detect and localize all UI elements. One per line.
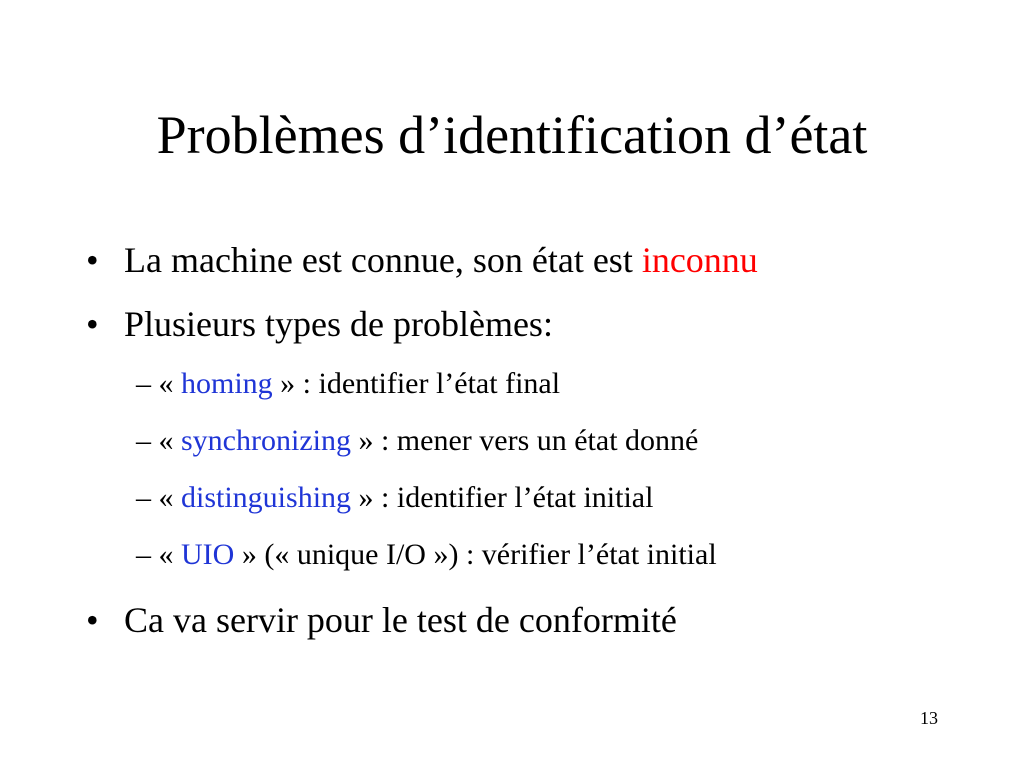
page-number: 13 [920,708,938,728]
sub-bullet-prefix: – « [136,538,181,571]
sub-bullet-homing [136,365,560,403]
sub-bullet-uio [136,536,717,574]
sub-bullet-prefix: – « [136,481,181,514]
sub-bullet-synchronizing [136,422,698,460]
sub-bullet-prefix: – « [136,424,181,457]
sub-bullet-term: synchronizing [181,424,351,457]
sub-bullet-description: » : identifier l’état final [272,367,561,400]
bullet-text: Plusieurs types de problèmes: [124,304,553,344]
slide-title: Problèmes d’identification d’état [156,105,868,165]
bullet-dot-icon: • [86,600,99,640]
sub-bullet-term: distinguishing [181,481,352,514]
bullet-dot-icon: • [86,240,99,280]
sub-bullet-prefix: – « [136,367,181,400]
sub-bullet-description: » : identifier l’état initial [351,481,654,514]
sub-bullet-description: » (« unique I/O ») : vérifier l’état initial [234,538,717,571]
bullet-highlight-term: inconnu [641,240,758,280]
bullet-text: Ca va servir pour le test de conformité [124,600,677,640]
sub-bullet-description: » : mener vers un état donné [350,424,699,457]
sub-bullet-term: homing [181,367,273,400]
bullet-text [124,238,758,282]
sub-bullet-term: UIO [181,538,235,571]
bullet-text-main: La machine est connue, son état est [124,240,642,280]
bullet-dot-icon: • [86,304,99,344]
sub-bullet-distinguishing [136,479,653,517]
